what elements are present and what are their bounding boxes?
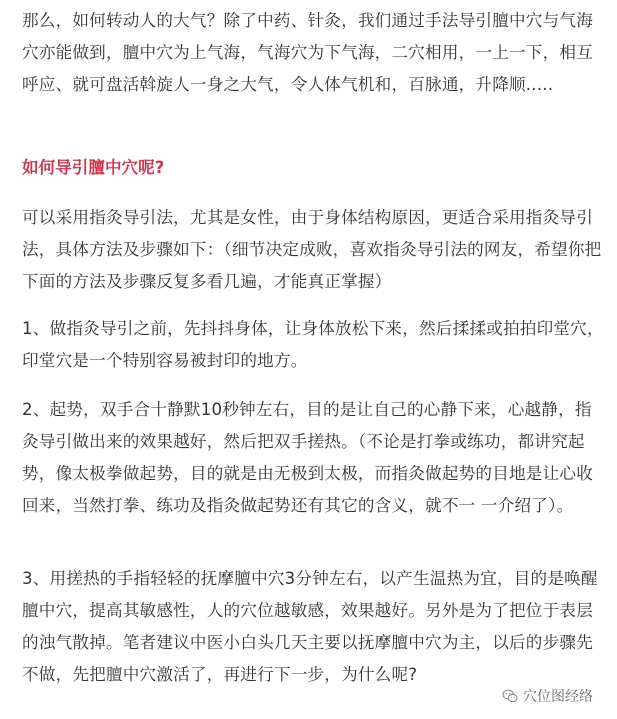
watermark	[502, 686, 593, 706]
section-heading: 如何导引膻中穴呢?	[22, 158, 165, 177]
paragraph-intro: 那么，如何转动人的大气？除了中药、针灸，我们通过手法导引膻中穴与气海穴亦能做到，膻中穴为上气海，气海穴为下气海，二穴相用，一上一下，相互呼应、就可盘活斡旋人一身之大气，令人体气机和，百脉通，升降顺.....	[22, 11, 593, 94]
watermark-text: 穴位图经络	[523, 689, 593, 705]
paragraph-step-3: 3、用搓热的手指轻轻的抚摩膻中穴3分钟左右，以产生温热为宜，目的是唤醒膻中穴，提高其敏感性，人的穴位越敏感，效果越好。另外是为了把位于表层的浊气散掉。笔者建议中医小白头几天主要以抚摩膻中穴为主，以后的步骤先不做，先把膻中穴激活了，再进行下一步，为什么呢?	[22, 569, 598, 684]
wechat-icon	[502, 688, 518, 704]
paragraph-step-2: 2、起势，双手合十静默10秒钟左右，目的是让自己的心静下来，心越静，指灸导引做出来的效果越好，然后把双手搓热。（不论是打拳或练功，都讲究起势，像太极拳做起势，目的就是由无极到太极，而指灸做起势的目地是让心收回来，当然打拳、练功及指灸做起势还有其它的含义，就不一 一介绍了）。	[22, 400, 593, 515]
paragraph-method: 可以采用指灸导引法，尤其是女性，由于身体结构原因，更适合采用指灸导引法，具体方法及步骤如下：（细节决定成败，喜欢指灸导引法的网友，希望你把下面的方法及步骤反复多看几遍，才能真正掌握）	[22, 208, 602, 291]
paragraph-step-1: 1、做指灸导引之前，先抖抖身体，让身体放松下来，然后揉揉或拍拍印堂穴，印堂穴是一个特别容易被封印的地方。	[22, 319, 604, 370]
